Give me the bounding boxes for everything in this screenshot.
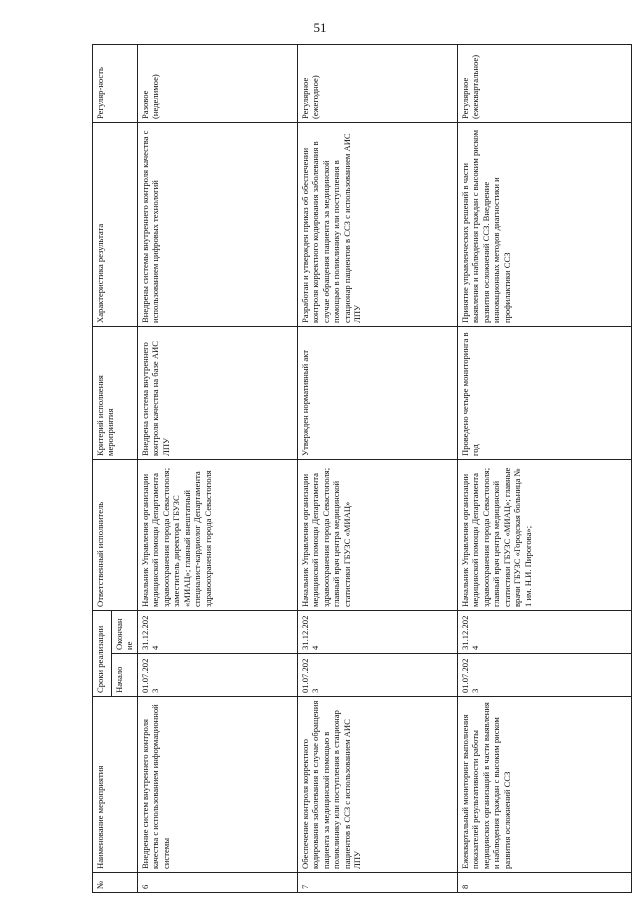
row-criterion: Проведено четыре мониторинга в год <box>457 327 631 460</box>
row-regularity: Разовое (неделимое) <box>137 45 297 123</box>
row-result: Принятие управленческих решений в части выявления и наблюдения граждан с высоким риском развития осложнений ССЗ. Внедрение инновационных методов диагностики и профилактики ССЗ <box>457 123 631 327</box>
row-num: 6 <box>137 873 297 893</box>
row-result: Внедрены системы внутреннего контроля качества с использованием цифровых технологий <box>137 123 297 327</box>
table-row <box>297 45 457 893</box>
measures-table <box>92 44 632 893</box>
page-number: 51 <box>313 20 327 35</box>
row-end: 31.12.2024 <box>137 611 297 654</box>
row-responsible: Начальник Управления организации медицинской помощи Департамента здравоохранения города Севастополя; заместитель директора ГБУЗС «МИАЦ»; главный внештатный специалист-кардиолог Департамента здравоохранения города Севастополя <box>137 460 297 611</box>
row-end: 31.12.2024 <box>297 611 457 654</box>
row-criterion: Внедрена система внутреннего контроля качества на базе АИС ЛПУ <box>137 327 297 460</box>
row-responsible: Начальник Управления организации медицинской помощи Департамента здравоохранения города Севастополя; главный врач центра медицинской статистики ГБУЗС «МИАЦ»; главные врачи ГБУЗС «Городская больница № 1 им. Н.И. Пирогова»; <box>457 460 631 611</box>
header-num: № <box>93 873 138 893</box>
header-criterion: Критерий исполнения мероприятия <box>93 327 138 460</box>
row-start: 01.07.2023 <box>137 654 297 697</box>
row-num: 8 <box>457 873 631 893</box>
row-name: Обеспечение контроля корректного кодирования заболевания в случае обращения пациента за медицинской помощью в поликлинику или поступления в стационар пациентов в ССЗ с использованием АИС ЛПУ <box>297 697 457 873</box>
row-name: Внедрение систем внутреннего контроля качества с использованием информационной системы <box>137 697 297 873</box>
row-start: 01.07.2023 <box>297 654 457 697</box>
row-regularity: Регулярное (ежеквартальное) <box>457 45 631 123</box>
header-responsible: Ответственный исполнитель <box>93 460 138 611</box>
row-end: 31.12.2024 <box>457 611 631 654</box>
row-regularity: Регулярное (ежегодное) <box>297 45 457 123</box>
row-name: Ежеквартальный мониторинг выполнения показателей результативности работы медицинских организаций в части выявления и наблюдения граждан с высоким риском развития осложнений ССЗ <box>457 697 631 873</box>
row-start: 01.07.2023 <box>457 654 631 697</box>
header-end: Окончание <box>112 611 138 654</box>
table-row <box>137 45 297 893</box>
header-name: Наименование мероприятия <box>93 697 138 873</box>
rotated-table-container <box>92 45 632 893</box>
row-responsible: Начальник Управления организации медицинской помощи Департамента здравоохранения города Севастополя; главный врач центра медицинской статистики ГБУЗС «МИАЦ» <box>297 460 457 611</box>
row-result: Разработан и утвержден приказ об обеспечении контроля корректного кодирования заболевания в случае обращения пациента за медицинской помощью в поликлинику или поступления в стационар пациентов в ССЗ с использованием АИС ЛПУ <box>297 123 457 327</box>
header-start: Начало <box>112 654 138 697</box>
header-result: Характеристика результата <box>93 123 138 327</box>
table-row <box>457 45 631 893</box>
header-terms: Сроки реализации <box>93 611 112 697</box>
row-num: 7 <box>297 873 457 893</box>
header-row <box>93 45 112 893</box>
header-regularity: Регуляр-ность <box>93 45 138 123</box>
row-criterion: Утвержден нормативный акт <box>297 327 457 460</box>
